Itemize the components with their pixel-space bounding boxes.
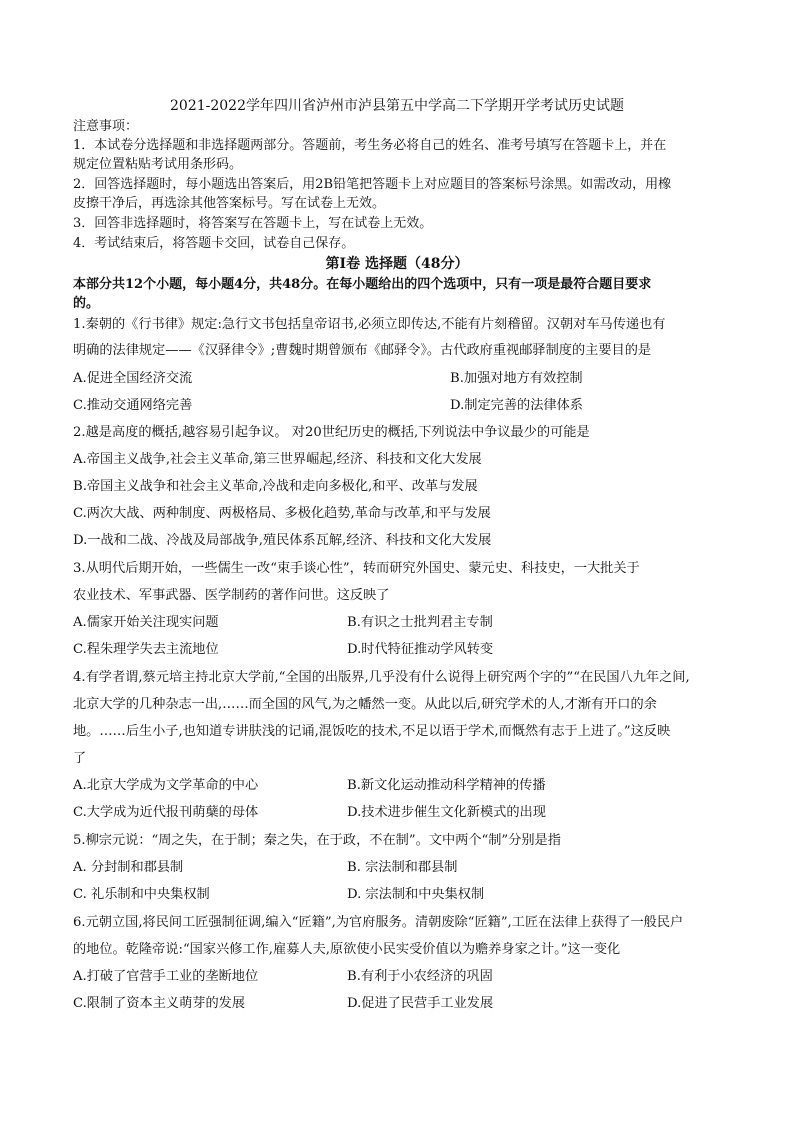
option-a: A.儒家开始关注现实问题	[73, 615, 219, 630]
section-instruction: 的。	[73, 296, 100, 311]
option-d: D.时代特征推动学风转变	[347, 642, 494, 657]
option-b: B.有识之士批判君主专制	[347, 615, 493, 630]
question-stem: 的地位。乾隆帝说:“国家兴修工作,雇募人夫,原欲使小民实受价值以为赡养身家之计。”这一变化	[73, 942, 621, 957]
option-b: B.新文化运动推动科学精神的传播	[347, 778, 546, 793]
option-d: D.技术进步催生文化新模式的出现	[347, 805, 546, 820]
option-b: B.帝国主义战争和社会主义革命,冷战和走向多极化,和平、改革与发展	[73, 479, 478, 494]
option-c: C.大学成为近代报刊萌蘖的母体	[73, 805, 259, 820]
option-d: D.制定完善的法律体系	[450, 398, 583, 413]
option-b: B. 宗法制和郡县制	[347, 860, 458, 875]
option-a: A.北京大学成为文学革命的中心	[73, 778, 259, 793]
question-stem: 6.元朝立国,将民间工匠强制征调,编入“匠籍”,为官府服务。清朝废除“匠籍”,工匠在法律上获得了一般民户	[73, 915, 684, 930]
question-stem: 4.有学者谓,蔡元培主持北京大学前,“全国的出版界,几乎没有什么说得上研究两个字的”“在民国八九年之间,	[73, 670, 690, 685]
exam-title: 2021-2022学年四川省泸州市泸县第五中学高二下学期开学考试历史试题	[170, 98, 624, 114]
notice-line: 1．本试卷分选择题和非选择题两部分。答题前，考生务必将自己的姓名、准考号填写在答题卡上，并在	[73, 138, 667, 153]
notice-line: 4．考试结束后，将答题卡交回，试卷自己保存。	[73, 236, 355, 251]
notice-line: 3．回答非选择题时，将答案写在答题卡上，写在试卷上无效。	[73, 216, 433, 231]
section-instruction: 本部分共12个小题，每小题4分，共48分。在每小题给出的四个选项中，只有一项是最符合题目要求	[73, 277, 652, 292]
option-c: C.推动交通网络完善	[73, 398, 193, 413]
option-d: D. 宗法制和中央集权制	[347, 887, 485, 902]
question-stem: 农业技术、军事武器、医学制药的著作问世。这反映了	[73, 588, 390, 603]
section-title: 第I卷 选择题（48分）	[325, 256, 469, 272]
option-b: B.加强对地方有效控制	[450, 371, 583, 386]
question-stem: 了	[73, 751, 87, 766]
question-stem: 明确的法律规定——《汉驿律令》;曹魏时期曾颁布《邮驿令》。古代政府重视邮驿制度的主要目的是	[73, 343, 652, 358]
option-c: C.两次大战、两种制度、两极格局、多极化趋势,革命与改革,和平与发展	[73, 506, 491, 521]
option-a: A.促进全国经济交流	[73, 371, 193, 386]
question-stem: 1.秦朝的《行书律》规定:急行文书包括皇帝诏书,必须立即传达,不能有片刻稽留。汉朝对车马传递也有	[73, 317, 666, 332]
question-stem: 5.柳宗元说：“周之失，在于制；秦之失，在于政，不在制”。文中两个“制”分别是指	[73, 833, 561, 848]
question-stem: 地。……后生小子,也知道专讲肤浅的记诵,混饭吃的技术,不足以语于学术,而慨然有志于上进了。”这反映	[73, 724, 671, 739]
question-stem: 2.越是高度的概括,越容易引起争议。 对20世纪历史的概括,下列说法中争议最少的可能是	[73, 425, 590, 440]
notice-line: 皮擦干净后，再选涂其他答案标号。写在试卷上无效。	[73, 196, 386, 211]
notice-heading: 注意事项：	[73, 119, 139, 134]
notice-line: 2．回答选择题时，每小题选出答案后，用2B铅笔把答题卡上对应题目的答案标号涂黑。如需改动，用橡	[73, 177, 672, 192]
question-stem: 北京大学的几种杂志一出,……而全国的风气,为之幡然一变。从此以后,研究学术的人,才渐有开口的余	[73, 697, 657, 712]
question-stem: 3.从明代后期开始，一些儒生一改“束手谈心性”，转而研究外国史、蒙元史、科技史，一大批关于	[73, 561, 640, 576]
option-c: C. 礼乐制和中央集权制	[73, 887, 210, 902]
option-a: A.帝国主义战争,社会主义革命,第三世界崛起,经济、科技和文化大发展	[73, 452, 482, 467]
option-a: A. 分封制和郡县制	[73, 860, 184, 875]
option-d: D.一战和二战、冷战及局部战争,殖民体系瓦解,经济、科技和文化大发展	[73, 533, 492, 548]
option-c: C.程朱理学失去主流地位	[73, 642, 219, 657]
option-b: B.有利于小农经济的巩固	[347, 969, 493, 984]
option-c: C.限制了资本主义萌芽的发展	[73, 996, 246, 1011]
notice-line: 规定位置粘贴考试用条形码。	[73, 157, 243, 172]
option-a: A.打破了官营手工业的垄断地位	[73, 969, 259, 984]
option-d: D.促进了民营手工业发展	[347, 996, 494, 1011]
